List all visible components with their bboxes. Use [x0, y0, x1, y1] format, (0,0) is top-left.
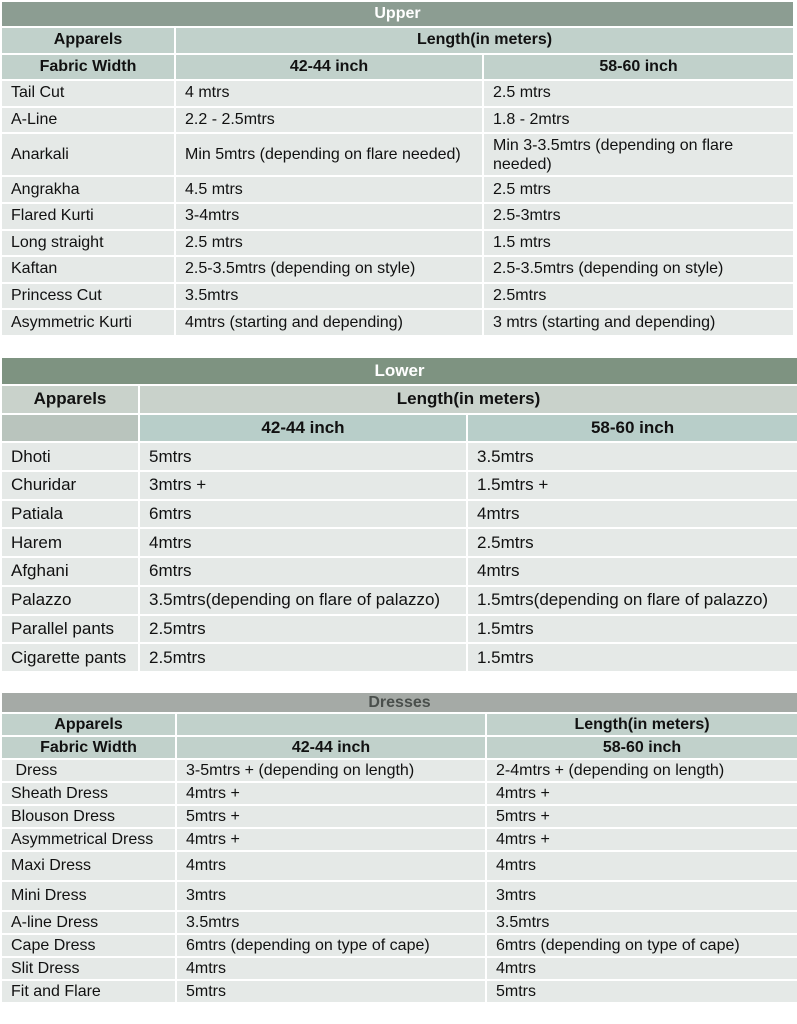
length-58-60: 4mtrs +: [486, 782, 797, 805]
table-row: [1, 528, 797, 557]
table-row: [1, 107, 794, 134]
dresses-title: Dresses: [1, 692, 797, 713]
length-58-60: 2.5 mtrs: [483, 176, 794, 203]
table-row: [1, 828, 797, 851]
length-42-44: 4mtrs (starting and depending): [175, 309, 483, 336]
apparel-name: Dhoti: [1, 442, 139, 471]
length-42-44: 6mtrs (depending on type of cape): [176, 934, 486, 957]
apparel-name: Churidar: [1, 471, 139, 500]
length-42-44: 2.5mtrs: [139, 643, 467, 672]
length-58-60: 1.5mtrs: [467, 615, 797, 644]
apparel-name: Long straight: [1, 230, 175, 257]
length-58-60: 1.5mtrs: [467, 643, 797, 672]
upper-title: Upper: [1, 1, 794, 27]
length-42-44: 3-5mtrs + (depending on length): [176, 759, 486, 782]
table-row: [1, 230, 794, 257]
table-row: [1, 851, 797, 881]
apparel-name: Slit Dress: [1, 957, 176, 980]
apparel-name: Maxi Dress: [1, 851, 176, 881]
table-row: [1, 176, 794, 203]
length-42-44: 3mtrs +: [139, 471, 467, 500]
apparel-name: Fit and Flare: [1, 980, 176, 1003]
apparel-name: Angrakha: [1, 176, 175, 203]
table-row: [1, 643, 797, 672]
length-58-60: 3mtrs: [486, 881, 797, 911]
apparel-name: Afghani: [1, 557, 139, 586]
length-58-60: 2.5-3.5mtrs (depending on style): [483, 256, 794, 283]
dresses-table: [0, 691, 797, 1004]
length-42-44: 2.5 mtrs: [175, 230, 483, 257]
apparel-name: Princess Cut: [1, 283, 175, 310]
dresses-apparels-header: Apparels: [1, 713, 176, 736]
upper-length-header: Length(in meters): [175, 27, 794, 54]
apparel-name: Dress: [1, 759, 176, 782]
length-42-44: 2.2 - 2.5mtrs: [175, 107, 483, 134]
table-row: [1, 557, 797, 586]
table-row: [1, 615, 797, 644]
length-58-60: 4mtrs: [486, 851, 797, 881]
lower-col2-header: 58-60 inch: [467, 414, 797, 443]
apparel-name: Palazzo: [1, 586, 139, 615]
length-58-60: 5mtrs: [486, 980, 797, 1003]
table-row: [1, 805, 797, 828]
apparel-name: Cigarette pants: [1, 643, 139, 672]
apparel-name: Parallel pants: [1, 615, 139, 644]
length-58-60: 4mtrs: [467, 500, 797, 529]
dresses-col1-header: 42-44 inch: [176, 736, 486, 759]
apparel-name: Harem: [1, 528, 139, 557]
length-58-60: 3.5mtrs: [467, 442, 797, 471]
length-58-60: 6mtrs (depending on type of cape): [486, 934, 797, 957]
length-42-44: 6mtrs: [139, 500, 467, 529]
length-58-60: 2.5mtrs: [483, 283, 794, 310]
table-row: [1, 586, 797, 615]
length-42-44: 3.5mtrs: [175, 283, 483, 310]
table-row: [1, 471, 797, 500]
lower-col1-header: 42-44 inch: [139, 414, 467, 443]
length-42-44: 4.5 mtrs: [175, 176, 483, 203]
lower-title: Lower: [1, 357, 797, 385]
apparel-name: A-line Dress: [1, 911, 176, 934]
length-42-44: 4mtrs: [139, 528, 467, 557]
length-58-60: 2.5mtrs: [467, 528, 797, 557]
dresses-col2-header: 58-60 inch: [486, 736, 797, 759]
table-row: [1, 309, 794, 336]
table-row: [1, 934, 797, 957]
length-58-60: 2-4mtrs + (depending on length): [486, 759, 797, 782]
length-42-44: 3.5mtrs(depending on flare of palazzo): [139, 586, 467, 615]
dresses-empty-header: [176, 713, 486, 736]
apparel-name: Blouson Dress: [1, 805, 176, 828]
apparel-name: Tail Cut: [1, 80, 175, 107]
apparel-name: Patiala: [1, 500, 139, 529]
length-42-44: Min 5mtrs (depending on flare needed): [175, 133, 483, 176]
length-58-60: 3 mtrs (starting and depending): [483, 309, 794, 336]
table-row: [1, 256, 794, 283]
length-42-44: 4 mtrs: [175, 80, 483, 107]
length-58-60: Min 3-3.5mtrs (depending on flare needed): [483, 133, 794, 176]
length-42-44: 3.5mtrs: [176, 911, 486, 934]
lower-empty-header: [1, 414, 139, 443]
table-row: [1, 881, 797, 911]
lower-length-header: Length(in meters): [139, 385, 797, 414]
length-58-60: 4mtrs: [467, 557, 797, 586]
table-row: [1, 759, 797, 782]
dresses-length-header: Length(in meters): [486, 713, 797, 736]
table-row: [1, 133, 794, 176]
upper-fabric-width-header: Fabric Width: [1, 54, 175, 81]
apparel-name: Anarkali: [1, 133, 175, 176]
table-row: [1, 957, 797, 980]
table-row: [1, 782, 797, 805]
upper-col1-header: 42-44 inch: [175, 54, 483, 81]
length-58-60: 1.5 mtrs: [483, 230, 794, 257]
length-58-60: 3.5mtrs: [486, 911, 797, 934]
table-row: [1, 980, 797, 1003]
length-42-44: 5mtrs: [176, 980, 486, 1003]
length-58-60: 4mtrs: [486, 957, 797, 980]
length-42-44: 2.5-3.5mtrs (depending on style): [175, 256, 483, 283]
apparel-name: Asymmetric Kurti: [1, 309, 175, 336]
lower-apparels-header: Apparels: [1, 385, 139, 414]
apparel-name: Cape Dress: [1, 934, 176, 957]
length-58-60: 4mtrs +: [486, 828, 797, 851]
length-42-44: 4mtrs +: [176, 782, 486, 805]
table-row: [1, 80, 794, 107]
table-row: [1, 283, 794, 310]
upper-apparels-header: Apparels: [1, 27, 175, 54]
length-42-44: 3mtrs: [176, 881, 486, 911]
table-row: [1, 442, 797, 471]
table-row: [1, 203, 794, 230]
length-42-44: 4mtrs: [176, 851, 486, 881]
length-42-44: 4mtrs: [176, 957, 486, 980]
upper-col2-header: 58-60 inch: [483, 54, 794, 81]
table-row: [1, 500, 797, 529]
length-58-60: 5mtrs +: [486, 805, 797, 828]
length-58-60: 1.5mtrs(depending on flare of palazzo): [467, 586, 797, 615]
dresses-fabric-width-header: Fabric Width: [1, 736, 176, 759]
length-42-44: 5mtrs +: [176, 805, 486, 828]
apparel-name: Asymmetrical Dress: [1, 828, 176, 851]
upper-table: [0, 0, 795, 337]
length-42-44: 4mtrs +: [176, 828, 486, 851]
length-58-60: 2.5 mtrs: [483, 80, 794, 107]
length-42-44: 2.5mtrs: [139, 615, 467, 644]
length-42-44: 6mtrs: [139, 557, 467, 586]
length-42-44: 5mtrs: [139, 442, 467, 471]
table-row: [1, 911, 797, 934]
apparel-name: Mini Dress: [1, 881, 176, 911]
apparel-name: Sheath Dress: [1, 782, 176, 805]
lower-table: [0, 356, 797, 673]
length-42-44: 3-4mtrs: [175, 203, 483, 230]
apparel-name: Flared Kurti: [1, 203, 175, 230]
length-58-60: 2.5-3mtrs: [483, 203, 794, 230]
length-58-60: 1.5mtrs +: [467, 471, 797, 500]
apparel-name: A-Line: [1, 107, 175, 134]
length-58-60: 1.8 - 2mtrs: [483, 107, 794, 134]
apparel-name: Kaftan: [1, 256, 175, 283]
